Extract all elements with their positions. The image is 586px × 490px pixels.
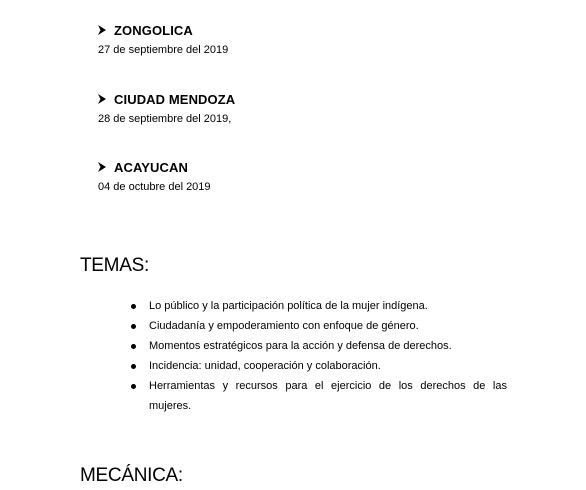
bullet-dot-icon	[131, 304, 136, 309]
bullet-dot-icon	[131, 364, 136, 369]
temas-heading: TEMAS:	[80, 255, 149, 276]
location-date: 04 de octubre del 2019	[98, 181, 211, 193]
list-item	[131, 296, 507, 316]
location-entry	[98, 21, 229, 56]
list-item	[131, 356, 507, 376]
list-item-text: Ciudadanía y empoderamiento con enfoque de género.	[149, 320, 419, 332]
location-date: 28 de septiembre del 2019,	[98, 113, 232, 125]
location-name: ZONGOLICA	[114, 22, 193, 38]
bullet-dot-icon	[131, 344, 136, 349]
temas-list	[131, 296, 507, 416]
list-item-text: Momentos estratégicos para la acción y defensa de derechos.	[149, 340, 452, 352]
location-header	[98, 90, 235, 108]
location-header	[98, 21, 193, 39]
list-item-text: Herramientas y recursos para el ejercicio de los derechos de las mujeres.	[149, 380, 507, 412]
list-item	[131, 376, 507, 416]
list-item	[131, 336, 507, 356]
location-date: 27 de septiembre del 2019	[98, 44, 229, 56]
location-entry	[98, 158, 211, 193]
location-entry	[98, 90, 236, 125]
arrow-bullet-icon	[98, 94, 106, 104]
arrow-bullet-icon	[98, 162, 106, 172]
location-name: ACAYUCAN	[114, 159, 188, 175]
list-item	[131, 316, 507, 336]
location-name: CIUDAD MENDOZA	[114, 91, 236, 107]
mecanica-heading: MECÁNICA:	[80, 465, 183, 486]
location-header	[98, 158, 188, 176]
arrow-bullet-icon	[98, 25, 106, 35]
bullet-dot-icon	[131, 384, 136, 389]
bullet-dot-icon	[131, 324, 136, 329]
list-item-text: Incidencia: unidad, cooperación y colaboración.	[149, 360, 381, 372]
list-item-text: Lo público y la participación política de la mujer indígena.	[149, 300, 428, 312]
